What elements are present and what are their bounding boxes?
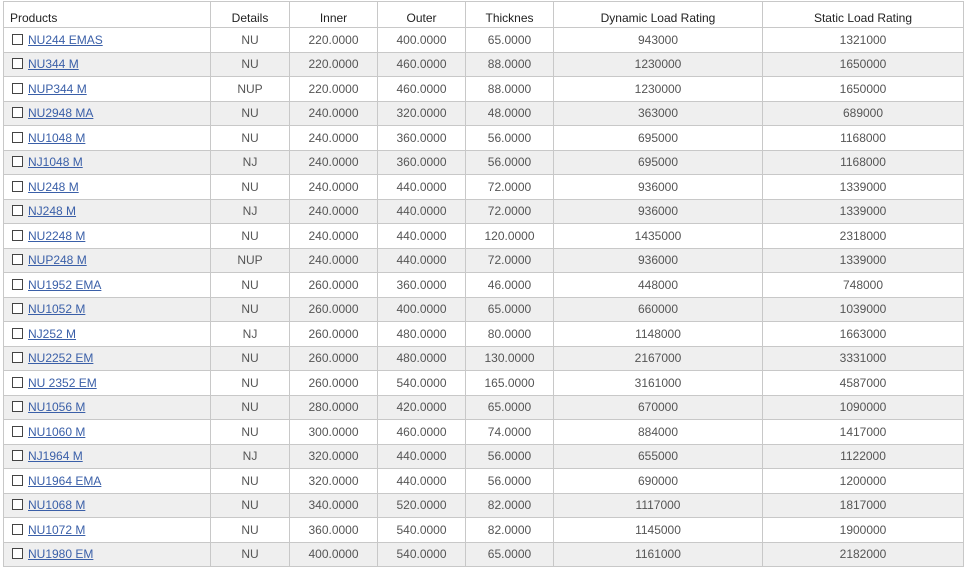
product-link[interactable]: NJ1048 M (28, 155, 83, 170)
cell-details: NU (211, 126, 290, 151)
table-row (4, 346, 964, 371)
table-row (4, 420, 964, 445)
product-link[interactable]: NUP248 M (28, 253, 87, 268)
cell-product (4, 28, 211, 53)
product-link[interactable]: NU244 EMAS (28, 32, 103, 47)
cell-inner: 240.0000 (290, 101, 378, 126)
row-select-checkbox[interactable] (12, 328, 23, 339)
cell-product (4, 248, 211, 273)
row-select-checkbox[interactable] (12, 352, 23, 363)
row-select-checkbox[interactable] (12, 377, 23, 388)
cell-product (4, 52, 211, 77)
table-row (4, 444, 964, 469)
cell-inner: 240.0000 (290, 126, 378, 151)
cell-static-load-rating: 1663000 (763, 322, 964, 347)
cell-inner: 320.0000 (290, 469, 378, 494)
row-select-checkbox[interactable] (12, 499, 23, 510)
cell-outer: 440.0000 (378, 175, 466, 200)
cell-product (4, 542, 211, 567)
product-link[interactable]: NU1052 M (28, 302, 86, 317)
cell-thickness: 65.0000 (466, 542, 554, 567)
cell-thickness: 88.0000 (466, 77, 554, 102)
cell-static-load-rating: 1168000 (763, 126, 964, 151)
cell-inner: 220.0000 (290, 28, 378, 53)
cell-details: NJ (211, 322, 290, 347)
cell-dynamic-load-rating: 2167000 (554, 346, 763, 371)
cell-static-load-rating: 1339000 (763, 175, 964, 200)
cell-inner: 240.0000 (290, 150, 378, 175)
cell-inner: 260.0000 (290, 322, 378, 347)
header-outer: Outer (378, 2, 466, 28)
product-link[interactable]: NU1964 EMA (28, 473, 102, 488)
cell-details: NU (211, 420, 290, 445)
cell-inner: 240.0000 (290, 199, 378, 224)
cell-outer: 440.0000 (378, 444, 466, 469)
cell-dynamic-load-rating: 660000 (554, 297, 763, 322)
cell-inner: 220.0000 (290, 77, 378, 102)
cell-dynamic-load-rating: 695000 (554, 150, 763, 175)
table-row (4, 273, 964, 298)
cell-inner: 280.0000 (290, 395, 378, 420)
cell-dynamic-load-rating: 936000 (554, 199, 763, 224)
cell-outer: 460.0000 (378, 77, 466, 102)
cell-static-load-rating: 1650000 (763, 52, 964, 77)
cell-dynamic-load-rating: 448000 (554, 273, 763, 298)
cell-inner: 260.0000 (290, 371, 378, 396)
cell-dynamic-load-rating: 1117000 (554, 493, 763, 518)
cell-dynamic-load-rating: 1230000 (554, 77, 763, 102)
table-row (4, 542, 964, 567)
cell-dynamic-load-rating: 1230000 (554, 52, 763, 77)
cell-outer: 520.0000 (378, 493, 466, 518)
cell-outer: 480.0000 (378, 346, 466, 371)
product-link[interactable]: NU 2352 EM (28, 375, 97, 390)
cell-outer: 440.0000 (378, 469, 466, 494)
cell-thickness: 48.0000 (466, 101, 554, 126)
cell-details: NJ (211, 444, 290, 469)
row-select-checkbox[interactable] (12, 548, 23, 559)
cell-inner: 400.0000 (290, 542, 378, 567)
table-row (4, 322, 964, 347)
cell-dynamic-load-rating: 936000 (554, 175, 763, 200)
table-row (4, 297, 964, 322)
cell-dynamic-load-rating: 1435000 (554, 224, 763, 249)
cell-dynamic-load-rating: 695000 (554, 126, 763, 151)
product-link[interactable]: NU1952 EMA (28, 277, 102, 292)
cell-outer: 400.0000 (378, 297, 466, 322)
product-link[interactable]: NUP344 M (28, 81, 87, 96)
cell-details: NU (211, 224, 290, 249)
row-select-checkbox[interactable] (12, 303, 23, 314)
cell-product (4, 395, 211, 420)
row-select-checkbox[interactable] (12, 58, 23, 69)
table-row (4, 469, 964, 494)
table-row (4, 518, 964, 543)
cell-product (4, 444, 211, 469)
cell-thickness: 82.0000 (466, 493, 554, 518)
cell-dynamic-load-rating: 884000 (554, 420, 763, 445)
cell-inner: 260.0000 (290, 297, 378, 322)
cell-details: NU (211, 28, 290, 53)
cell-product (4, 493, 211, 518)
cell-thickness: 88.0000 (466, 52, 554, 77)
row-select-checkbox[interactable] (12, 475, 23, 486)
product-link[interactable]: NU1068 M (28, 498, 86, 513)
cell-dynamic-load-rating: 1148000 (554, 322, 763, 347)
cell-product (4, 101, 211, 126)
table-row (4, 175, 964, 200)
cell-static-load-rating: 3331000 (763, 346, 964, 371)
header-static-load-rating: Static Load Rating (763, 2, 964, 28)
cell-thickness: 165.0000 (466, 371, 554, 396)
cell-thickness: 65.0000 (466, 28, 554, 53)
cell-details: NU (211, 273, 290, 298)
row-select-checkbox[interactable] (12, 230, 23, 241)
product-link[interactable]: NU2252 EM (28, 351, 94, 366)
cell-static-load-rating: 1339000 (763, 199, 964, 224)
cell-product (4, 420, 211, 445)
product-link[interactable]: NU1980 EM (28, 547, 94, 562)
bearing-table (3, 1, 964, 567)
cell-details: NU (211, 297, 290, 322)
cell-inner: 240.0000 (290, 175, 378, 200)
cell-inner: 340.0000 (290, 493, 378, 518)
cell-static-load-rating: 1122000 (763, 444, 964, 469)
cell-outer: 540.0000 (378, 518, 466, 543)
cell-product (4, 469, 211, 494)
cell-product (4, 273, 211, 298)
cell-outer: 460.0000 (378, 420, 466, 445)
cell-outer: 360.0000 (378, 273, 466, 298)
product-link[interactable]: NU248 M (28, 179, 79, 194)
cell-inner: 360.0000 (290, 518, 378, 543)
header-thickness: Thicknes (466, 2, 554, 28)
row-select-checkbox[interactable] (12, 181, 23, 192)
cell-dynamic-load-rating: 3161000 (554, 371, 763, 396)
cell-inner: 320.0000 (290, 444, 378, 469)
cell-thickness: 80.0000 (466, 322, 554, 347)
cell-details: NJ (211, 199, 290, 224)
row-select-checkbox[interactable] (12, 401, 23, 412)
cell-thickness: 65.0000 (466, 297, 554, 322)
table-row (4, 77, 964, 102)
cell-details: NU (211, 346, 290, 371)
cell-details: NU (211, 175, 290, 200)
cell-static-load-rating: 4587000 (763, 371, 964, 396)
bearing-table-container (3, 1, 964, 567)
product-link[interactable]: NU1048 M (28, 130, 86, 145)
product-link[interactable]: NU2248 M (28, 228, 86, 243)
cell-outer: 540.0000 (378, 542, 466, 567)
cell-product (4, 346, 211, 371)
table-row (4, 150, 964, 175)
cell-details: NU (211, 493, 290, 518)
cell-inner: 260.0000 (290, 346, 378, 371)
cell-details: NU (211, 542, 290, 567)
row-select-checkbox[interactable] (12, 107, 23, 118)
cell-dynamic-load-rating: 1145000 (554, 518, 763, 543)
cell-details: NJ (211, 150, 290, 175)
cell-outer: 440.0000 (378, 248, 466, 273)
cell-outer: 460.0000 (378, 52, 466, 77)
cell-static-load-rating: 1900000 (763, 518, 964, 543)
cell-details: NUP (211, 77, 290, 102)
table-body (4, 28, 964, 567)
cell-product (4, 322, 211, 347)
cell-static-load-rating: 1090000 (763, 395, 964, 420)
cell-dynamic-load-rating: 655000 (554, 444, 763, 469)
header-inner: Inner (290, 2, 378, 28)
table-row (4, 395, 964, 420)
cell-static-load-rating: 2318000 (763, 224, 964, 249)
cell-dynamic-load-rating: 363000 (554, 101, 763, 126)
cell-outer: 360.0000 (378, 126, 466, 151)
table-row (4, 52, 964, 77)
cell-static-load-rating: 1321000 (763, 28, 964, 53)
cell-dynamic-load-rating: 670000 (554, 395, 763, 420)
cell-inner: 240.0000 (290, 224, 378, 249)
cell-details: NU (211, 52, 290, 77)
cell-dynamic-load-rating: 1161000 (554, 542, 763, 567)
cell-outer: 540.0000 (378, 371, 466, 396)
cell-outer: 440.0000 (378, 199, 466, 224)
cell-product (4, 518, 211, 543)
row-select-checkbox[interactable] (12, 34, 23, 45)
table-row (4, 493, 964, 518)
cell-thickness: 72.0000 (466, 199, 554, 224)
row-select-checkbox[interactable] (12, 205, 23, 216)
cell-static-load-rating: 1817000 (763, 493, 964, 518)
cell-outer: 440.0000 (378, 224, 466, 249)
cell-details: NU (211, 518, 290, 543)
cell-static-load-rating: 748000 (763, 273, 964, 298)
row-select-checkbox[interactable] (12, 132, 23, 143)
cell-static-load-rating: 689000 (763, 101, 964, 126)
product-link[interactable]: NJ252 M (28, 326, 77, 341)
product-link[interactable]: NU1060 M (28, 424, 86, 439)
cell-product (4, 175, 211, 200)
cell-product (4, 224, 211, 249)
table-row (4, 101, 964, 126)
product-link[interactable]: NJ248 M (28, 204, 77, 219)
table-row (4, 126, 964, 151)
cell-thickness: 130.0000 (466, 346, 554, 371)
cell-thickness: 56.0000 (466, 469, 554, 494)
table-header-row (4, 2, 964, 28)
cell-details: NU (211, 371, 290, 396)
cell-details: NU (211, 101, 290, 126)
table-row (4, 248, 964, 273)
cell-static-load-rating: 1168000 (763, 150, 964, 175)
product-link[interactable]: NJ1964 M (28, 449, 83, 464)
cell-static-load-rating: 1339000 (763, 248, 964, 273)
cell-dynamic-load-rating: 690000 (554, 469, 763, 494)
cell-static-load-rating: 1200000 (763, 469, 964, 494)
row-select-checkbox[interactable] (12, 279, 23, 290)
cell-outer: 360.0000 (378, 150, 466, 175)
product-link[interactable]: NU344 M (28, 57, 79, 72)
cell-inner: 260.0000 (290, 273, 378, 298)
cell-thickness: 82.0000 (466, 518, 554, 543)
row-select-checkbox[interactable] (12, 83, 23, 94)
cell-product (4, 297, 211, 322)
cell-static-load-rating: 1417000 (763, 420, 964, 445)
cell-inner: 220.0000 (290, 52, 378, 77)
cell-details: NU (211, 395, 290, 420)
cell-product (4, 199, 211, 224)
cell-inner: 240.0000 (290, 248, 378, 273)
cell-thickness: 72.0000 (466, 175, 554, 200)
cell-outer: 420.0000 (378, 395, 466, 420)
row-select-checkbox[interactable] (12, 426, 23, 437)
cell-thickness: 46.0000 (466, 273, 554, 298)
cell-static-load-rating: 1650000 (763, 77, 964, 102)
cell-thickness: 65.0000 (466, 395, 554, 420)
table-row (4, 28, 964, 53)
header-dynamic-load-rating: Dynamic Load Rating (554, 2, 763, 28)
table-row (4, 199, 964, 224)
product-link[interactable]: NU1056 M (28, 400, 86, 415)
row-select-checkbox[interactable] (12, 156, 23, 167)
cell-product (4, 371, 211, 396)
product-link[interactable]: NU2948 MA (28, 106, 94, 121)
header-details: Details (211, 2, 290, 28)
cell-outer: 320.0000 (378, 101, 466, 126)
table-row (4, 224, 964, 249)
cell-thickness: 120.0000 (466, 224, 554, 249)
cell-thickness: 56.0000 (466, 444, 554, 469)
table-row (4, 371, 964, 396)
cell-static-load-rating: 1039000 (763, 297, 964, 322)
cell-static-load-rating: 2182000 (763, 542, 964, 567)
cell-thickness: 72.0000 (466, 248, 554, 273)
row-select-checkbox[interactable] (12, 254, 23, 265)
header-products: Products (4, 2, 211, 28)
product-link[interactable]: NU1072 M (28, 522, 86, 537)
cell-details: NUP (211, 248, 290, 273)
cell-dynamic-load-rating: 936000 (554, 248, 763, 273)
cell-outer: 480.0000 (378, 322, 466, 347)
cell-outer: 400.0000 (378, 28, 466, 53)
cell-dynamic-load-rating: 943000 (554, 28, 763, 53)
cell-thickness: 56.0000 (466, 126, 554, 151)
cell-thickness: 74.0000 (466, 420, 554, 445)
cell-thickness: 56.0000 (466, 150, 554, 175)
row-select-checkbox[interactable] (12, 524, 23, 535)
cell-product (4, 126, 211, 151)
row-select-checkbox[interactable] (12, 450, 23, 461)
cell-details: NU (211, 469, 290, 494)
cell-inner: 300.0000 (290, 420, 378, 445)
cell-product (4, 150, 211, 175)
cell-product (4, 77, 211, 102)
